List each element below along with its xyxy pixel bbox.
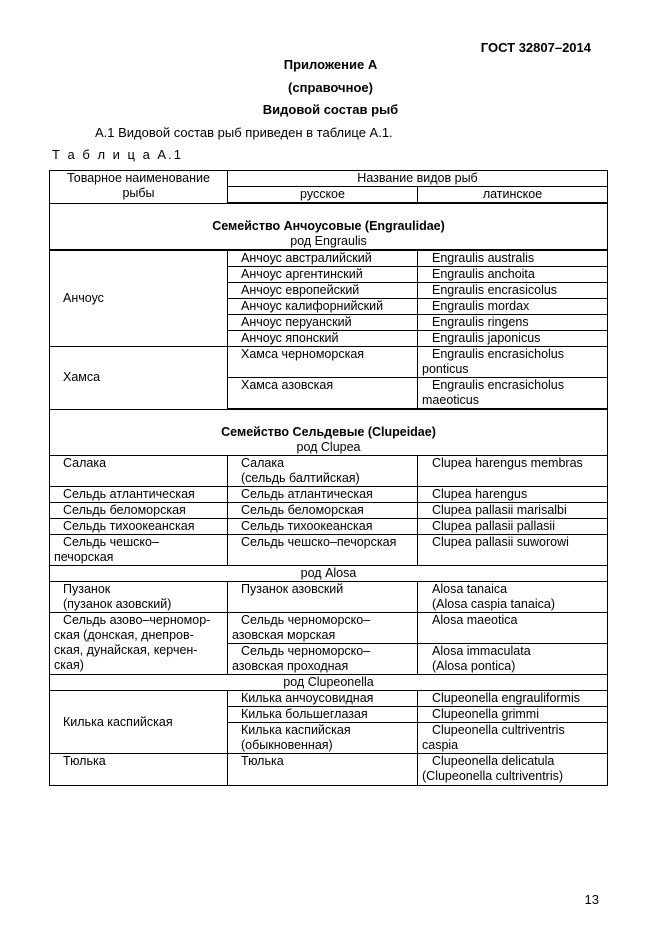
trade-name-cell — [50, 613, 228, 675]
russian-name-cell: Пузанок азовский — [228, 582, 418, 613]
russian-line: Килька каспийская — [241, 723, 351, 737]
russian-name-cell: Хамса черноморская — [228, 347, 418, 378]
latin-line: Clupeonella cultriventris — [432, 723, 565, 737]
russian-name-cell: Анчоус японский — [228, 331, 418, 347]
section-title: Видовой состав рыб — [262, 102, 399, 117]
russian-name-cell: Анчоус аргентинский — [228, 267, 418, 283]
russian-name-cell: Анчоус калифорнийский — [228, 299, 418, 315]
latin-name-cell: Clupea pallasii pallasii — [418, 519, 608, 535]
latin-name-cell: Clupea pallasii marisalbi — [418, 503, 608, 519]
latin-name-cell — [418, 644, 608, 675]
genus-row: род Alosa — [50, 566, 608, 582]
standard-number: ГОСТ 32807–2014 — [480, 40, 591, 55]
latin-name-cell — [418, 347, 608, 378]
russian-name-cell: Анчоус перуанский — [228, 315, 418, 331]
trade-line: ская (донская, днепров- — [54, 628, 194, 642]
latin-name-cell: Clupea pallasii suworowi — [418, 535, 608, 566]
trade-line: печорская — [54, 550, 114, 564]
russian-name-cell: Сельдь беломорская — [228, 503, 418, 519]
russian-line: Сельдь черноморско– — [241, 613, 371, 627]
russian-line: Сельдь черноморско– — [241, 644, 371, 658]
trade-name-cell: Анчоус — [50, 250, 228, 347]
latin-name-cell: Engraulis ringens — [418, 315, 608, 331]
family-row — [50, 409, 608, 456]
russian-name-cell — [228, 613, 418, 644]
russian-name-cell: Сельдь чешско–печорская — [228, 535, 418, 566]
latin-line: (Alosa caspia tanaica) — [432, 597, 555, 611]
family-title: Семейство Анчоусовые (Engraulidae) — [212, 219, 445, 233]
latin-name-cell: Alosa maeotica — [418, 613, 608, 644]
trade-line: (пузанок азовский) — [63, 597, 172, 611]
russian-name-cell: Тюлька — [228, 754, 418, 786]
russian-name-cell: Килька большеглазая — [228, 707, 418, 723]
russian-name-cell — [228, 456, 418, 487]
trade-name-cell: Сельдь тихоокеанская — [50, 519, 228, 535]
russian-name-cell: Сельдь тихоокеанская — [228, 519, 418, 535]
header-latin: латинское — [418, 187, 608, 204]
russian-name-cell — [228, 723, 418, 754]
russian-line: (обыкновенная) — [241, 738, 333, 752]
intro-text: А.1 Видовой состав рыб приведен в таблице А.1. — [95, 125, 393, 140]
latin-name-cell: Engraulis mordax — [418, 299, 608, 315]
latin-line: caspia — [422, 738, 459, 752]
appendix-title: Приложение А — [283, 57, 378, 72]
trade-name-cell: Сельдь атлантическая — [50, 487, 228, 503]
species-table — [49, 170, 608, 786]
trade-line: Сельдь чешско– — [63, 535, 159, 549]
russian-name-cell: Анчоус европейский — [228, 283, 418, 299]
trade-name-cell: Сельдь беломорская — [50, 503, 228, 519]
russian-line: Салака — [241, 456, 285, 470]
latin-line: Alosa immaculata — [432, 644, 531, 658]
table-label: Т а б л и ц а А.1 — [52, 147, 183, 162]
genus-row: род Clupeonella — [50, 675, 608, 691]
latin-name-cell — [418, 378, 608, 410]
latin-name-cell: Engraulis anchoita — [418, 267, 608, 283]
appendix-type: (справочное) — [288, 80, 373, 95]
genus-title: род Clupea — [296, 440, 361, 454]
russian-line: азовская проходная — [232, 659, 349, 673]
russian-name-cell: Сельдь атлантическая — [228, 487, 418, 503]
latin-name-cell: Clupea harengus membras — [418, 456, 608, 487]
russian-name-cell — [228, 644, 418, 675]
header-russian: русское — [228, 187, 418, 204]
latin-line: Clupeonella delicatula — [432, 754, 555, 768]
header-species-names: Название видов рыб — [228, 171, 608, 187]
latin-name-cell — [418, 754, 608, 786]
latin-name-cell: Engraulis encrasicolus — [418, 283, 608, 299]
trade-name-cell: Салака — [50, 456, 228, 487]
latin-name-cell: Clupeonella engrauliformis — [418, 691, 608, 707]
latin-line: ponticus — [422, 362, 469, 376]
trade-line: ская, дунайская, керчен- — [54, 643, 198, 657]
latin-line: Engraulis encrasicholus — [432, 378, 565, 392]
page-number: 13 — [584, 892, 599, 907]
family-row — [50, 203, 608, 250]
trade-line: Сельдь азово–черномор- — [63, 613, 211, 627]
latin-line: Engraulis encrasicholus — [432, 347, 565, 361]
genus-title: род Engraulis — [290, 234, 367, 248]
latin-line: Alosa tanaica — [432, 582, 508, 596]
latin-name-cell: Clupea harengus — [418, 487, 608, 503]
latin-name-cell: Engraulis australis — [418, 250, 608, 267]
trade-name-cell: Килька каспийская — [50, 691, 228, 754]
russian-name-cell: Анчоус австралийский — [228, 250, 418, 267]
latin-name-cell: Clupeonella grimmi — [418, 707, 608, 723]
russian-line: азовская морская — [232, 628, 336, 642]
family-title: Семейство Сельдевые (Clupeidae) — [221, 425, 436, 439]
latin-name-cell — [418, 582, 608, 613]
trade-name-cell — [50, 582, 228, 613]
latin-line: (Clupeonella cultriventris) — [422, 769, 564, 783]
latin-name-cell: Engraulis japonicus — [418, 331, 608, 347]
russian-name-cell: Килька анчоусовидная — [228, 691, 418, 707]
latin-name-cell — [418, 723, 608, 754]
russian-line: (сельдь балтийская) — [241, 471, 360, 485]
header-trade-name: Товарное наименование рыбы — [50, 171, 228, 204]
trade-line: ская) — [54, 658, 84, 672]
trade-name-cell — [50, 535, 228, 566]
trade-line: Пузанок — [63, 582, 111, 596]
latin-line: (Alosa pontica) — [432, 659, 516, 673]
latin-line: maeoticus — [422, 393, 479, 407]
russian-name-cell: Хамса азовская — [228, 378, 418, 410]
trade-name-cell: Хамса — [50, 347, 228, 410]
trade-name-cell: Тюлька — [50, 754, 228, 786]
